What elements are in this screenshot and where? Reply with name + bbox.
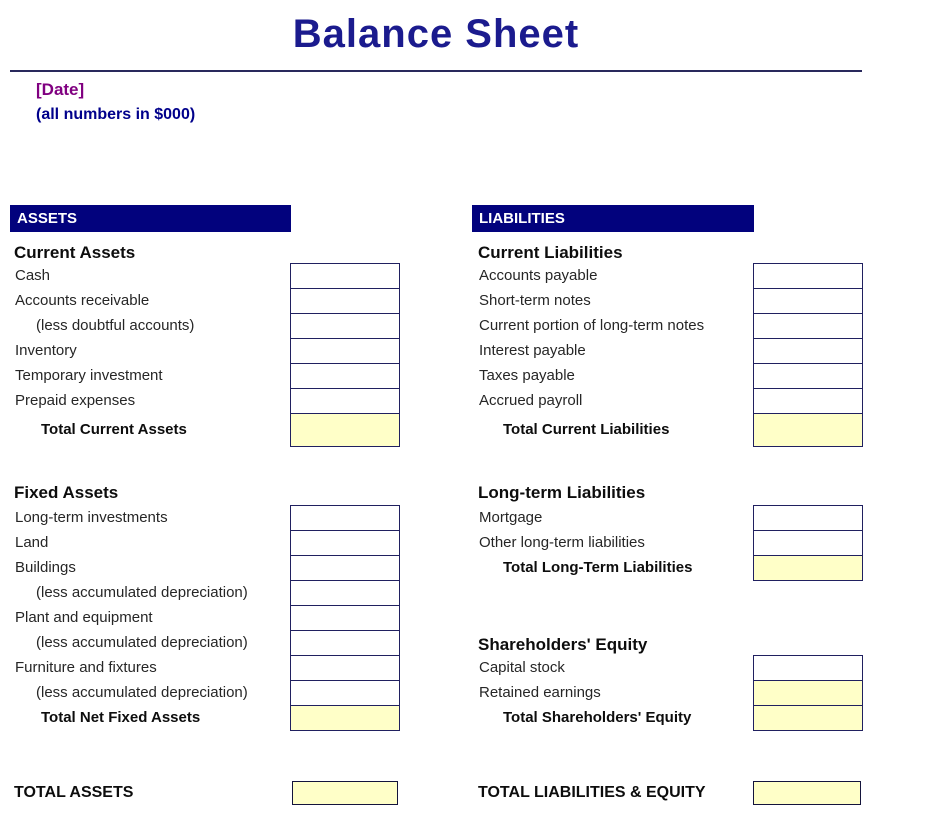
mortgage-cell[interactable] bbox=[753, 505, 863, 531]
accounts-receivable-cell[interactable] bbox=[290, 288, 400, 314]
current-portion-long-term-notes-cell[interactable] bbox=[753, 313, 863, 339]
total-assets-label: TOTAL ASSETS bbox=[14, 784, 134, 801]
total-liabilities-equity-label: TOTAL LIABILITIES & EQUITY bbox=[478, 784, 706, 801]
long-term-investments-label: Long-term investments bbox=[15, 509, 168, 526]
land-label: Land bbox=[15, 534, 49, 551]
temporary-investment-cell[interactable] bbox=[290, 363, 400, 389]
title-divider bbox=[10, 70, 862, 72]
accrued-payroll-cell[interactable] bbox=[753, 388, 863, 414]
less-doubtful-accounts-cell[interactable] bbox=[290, 313, 400, 339]
land-cell[interactable] bbox=[290, 530, 400, 556]
plant-depreciation-cell[interactable] bbox=[290, 630, 400, 656]
total-assets-cell[interactable] bbox=[292, 781, 398, 805]
total-net-fixed-assets-label: Total Net Fixed Assets bbox=[41, 709, 201, 726]
current-liabilities-heading: Current Liabilities bbox=[478, 243, 623, 262]
plant-depreciation-label: (less accumulated depreciation) bbox=[36, 634, 248, 651]
taxes-payable-cell[interactable] bbox=[753, 363, 863, 389]
total-long-term-liabilities-cell[interactable] bbox=[753, 555, 863, 581]
furniture-fixtures-label: Furniture and fixtures bbox=[15, 659, 157, 676]
other-long-term-liabilities-cell[interactable] bbox=[753, 530, 863, 556]
total-current-assets-label: Total Current Assets bbox=[41, 421, 187, 438]
interest-payable-cell[interactable] bbox=[753, 338, 863, 364]
inventory-cell[interactable] bbox=[290, 338, 400, 364]
furniture-fixtures-cell[interactable] bbox=[290, 655, 400, 681]
short-term-notes-label: Short-term notes bbox=[479, 292, 591, 309]
total-liabilities-equity-cell[interactable] bbox=[753, 781, 861, 805]
furniture-depreciation-label: (less accumulated depreciation) bbox=[36, 684, 248, 701]
long-term-investments-cell[interactable] bbox=[290, 505, 400, 531]
plant-equipment-label: Plant and equipment bbox=[15, 609, 153, 626]
current-portion-long-term-notes-label: Current portion of long-term notes bbox=[479, 317, 705, 334]
current-liabilities-cell-column bbox=[753, 263, 863, 447]
total-long-term-liabilities-label: Total Long-Term Liabilities bbox=[503, 559, 693, 576]
retained-earnings-cell[interactable] bbox=[753, 680, 863, 706]
prepaid-expenses-label: Prepaid expenses bbox=[15, 392, 136, 409]
accounts-payable-label: Accounts payable bbox=[479, 267, 598, 284]
current-assets-cell-column bbox=[290, 263, 400, 447]
buildings-depreciation-cell[interactable] bbox=[290, 580, 400, 606]
cash-label: Cash bbox=[15, 267, 51, 284]
assets-header-bar: ASSETS bbox=[10, 205, 291, 232]
capital-stock-label: Capital stock bbox=[479, 659, 565, 676]
fixed-assets-cell-column bbox=[290, 505, 400, 731]
fixed-assets-heading: Fixed Assets bbox=[14, 483, 119, 502]
total-current-liabilities-cell[interactable] bbox=[753, 413, 863, 447]
liabilities-header-bar: LIABILITIES bbox=[472, 205, 754, 232]
total-shareholders-equity-cell[interactable] bbox=[753, 705, 863, 731]
accounts-receivable-label: Accounts receivable bbox=[15, 292, 150, 309]
inventory-label: Inventory bbox=[15, 342, 77, 359]
shareholders-equity-heading: Shareholders' Equity bbox=[478, 635, 648, 654]
capital-stock-cell[interactable] bbox=[753, 655, 863, 681]
total-current-assets-cell[interactable] bbox=[290, 413, 400, 447]
interest-payable-label: Interest payable bbox=[479, 342, 586, 359]
page-title: Balance Sheet bbox=[292, 12, 580, 56]
short-term-notes-cell[interactable] bbox=[753, 288, 863, 314]
long-term-liabilities-cell-column bbox=[753, 505, 863, 581]
furniture-depreciation-cell[interactable] bbox=[290, 680, 400, 706]
shareholders-equity-cell-column bbox=[753, 655, 863, 731]
total-net-fixed-assets-cell[interactable] bbox=[290, 705, 400, 731]
buildings-label: Buildings bbox=[15, 559, 76, 576]
units-note: (all numbers in $000) bbox=[36, 106, 196, 123]
accounts-payable-cell[interactable] bbox=[753, 263, 863, 289]
temporary-investment-label: Temporary investment bbox=[15, 367, 163, 384]
prepaid-expenses-cell[interactable] bbox=[290, 388, 400, 414]
cash-cell[interactable] bbox=[290, 263, 400, 289]
accrued-payroll-label: Accrued payroll bbox=[479, 392, 583, 409]
plant-equipment-cell[interactable] bbox=[290, 605, 400, 631]
less-doubtful-accounts-label: (less doubtful accounts) bbox=[36, 317, 195, 334]
other-long-term-liabilities-label: Other long-term liabilities bbox=[479, 534, 645, 551]
long-term-liabilities-heading: Long-term Liabilities bbox=[478, 483, 646, 502]
buildings-cell[interactable] bbox=[290, 555, 400, 581]
total-current-liabilities-label: Total Current Liabilities bbox=[503, 421, 670, 438]
total-shareholders-equity-label: Total Shareholders' Equity bbox=[503, 709, 692, 726]
current-assets-heading: Current Assets bbox=[14, 243, 136, 262]
retained-earnings-label: Retained earnings bbox=[479, 684, 601, 701]
date-placeholder: [Date] bbox=[36, 80, 85, 99]
taxes-payable-label: Taxes payable bbox=[479, 367, 575, 384]
buildings-depreciation-label: (less accumulated depreciation) bbox=[36, 584, 248, 601]
mortgage-label: Mortgage bbox=[479, 509, 543, 526]
